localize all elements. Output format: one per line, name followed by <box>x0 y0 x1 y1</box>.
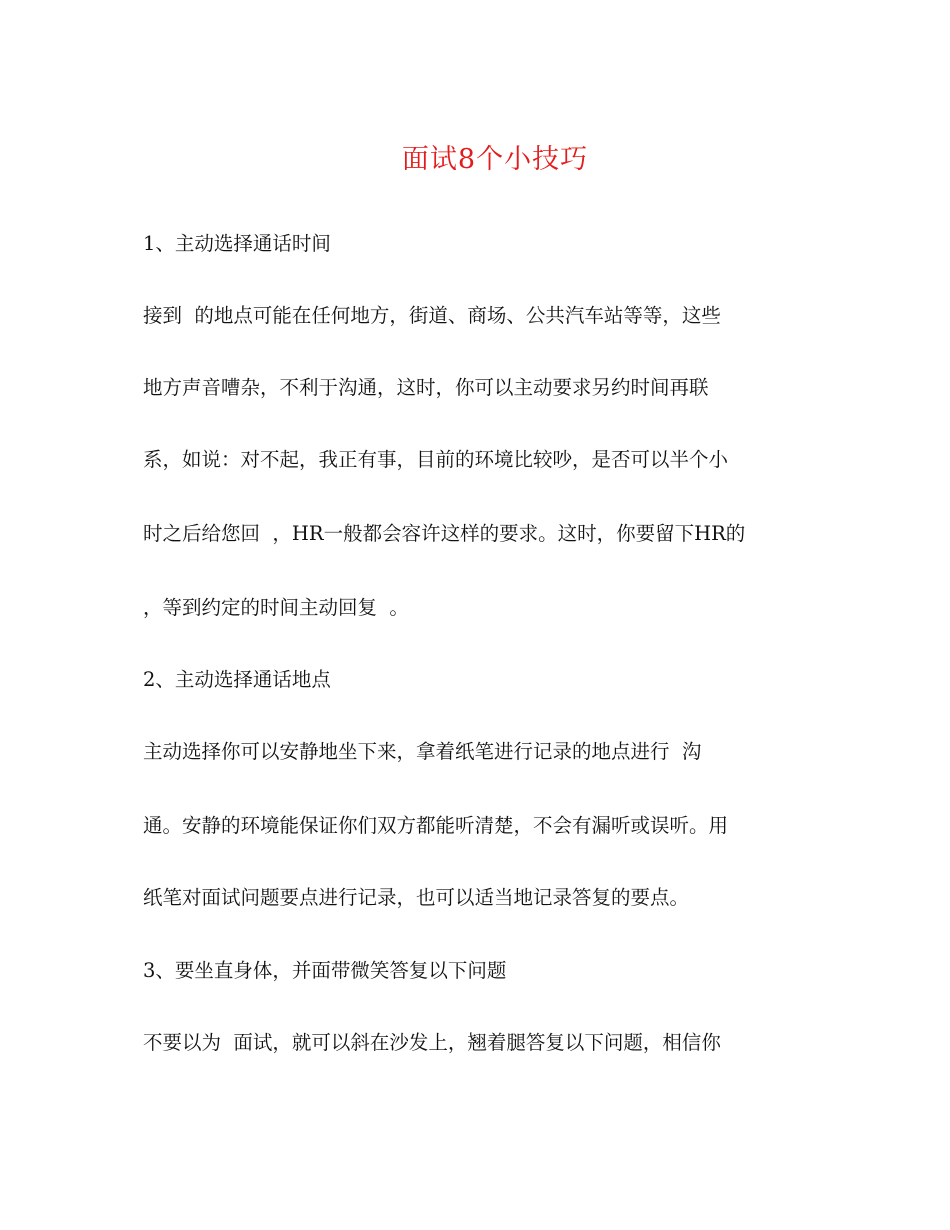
paragraph-line: 时之后给您回 ，HR一般都会容许这样的要求。这时，你要留下HR的 <box>143 522 746 545</box>
paragraph-line: 纸笔对面试问题要点进行记录，也可以适当地记录答复的要点。 <box>143 886 690 909</box>
section-heading-2: 2、主动选择通话地点 <box>143 668 331 691</box>
section-heading-1: 1、主动选择通话时间 <box>143 232 331 255</box>
section-heading-3: 3、要坐直身体，并面带微笑答复以下问题 <box>143 959 507 982</box>
paragraph-line: 不要以为 面试，就可以斜在沙发上，翘着腿答复以下问题，相信你 <box>143 1031 721 1054</box>
paragraph-line: ，等到约定的时间主动回复 。 <box>143 596 409 619</box>
paragraph-line: 系，如说：对不起，我正有事，目前的环境比较吵，是否可以半个小 <box>143 448 729 471</box>
paragraph-line: 接到 的地点可能在任何地方，街道、商场、公共汽车站等等，这些 <box>143 304 721 327</box>
paragraph-line: 地方声音嘈杂，不利于沟通，这时，你可以主动要求另约时间再联 <box>143 376 709 399</box>
paragraph-line: 主动选择你可以安静地坐下来，拿着纸笔进行记录的地点进行 沟 <box>143 740 702 763</box>
paragraph-line: 通。安静的环境能保证你们双方都能听清楚，不会有漏听或误听。用 <box>143 814 729 837</box>
document-title: 面试8个小技巧 <box>401 144 589 175</box>
